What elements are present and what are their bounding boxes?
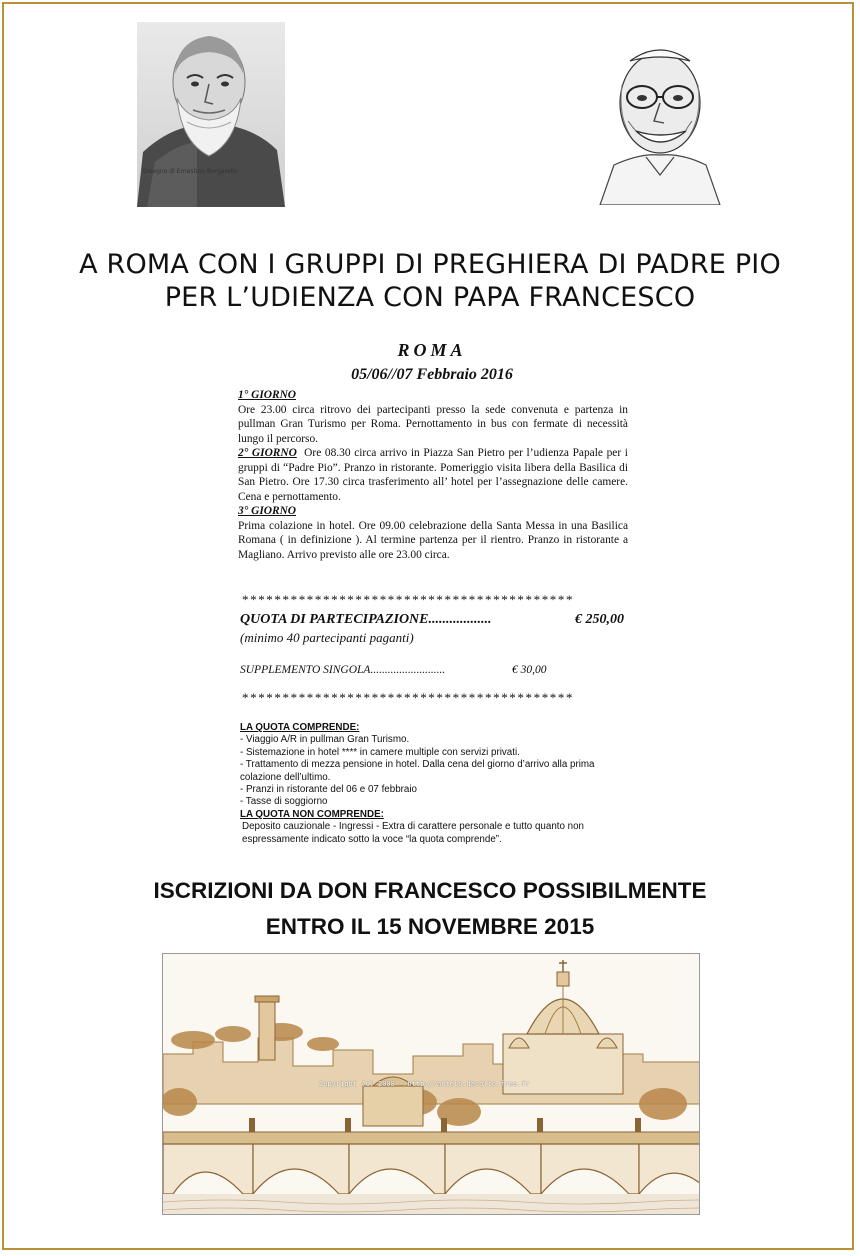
includes-item: - Trattamento di mezza pensione in hotel. Dalla cena del giorno d’arrivo alla prima colazione dell’ultimo.: [240, 759, 595, 783]
day-1-block: [238, 388, 628, 446]
rome-panorama-illustration: [162, 953, 700, 1215]
program-city: ROMA: [397, 340, 467, 360]
includes-item: - Viaggio A/R in pullman Gran Turismo.: [240, 734, 410, 746]
includes-item: - Tasse di soggiorno: [240, 796, 328, 808]
quota-label: QUOTA DI PARTECIPAZIONE..................: [240, 612, 492, 627]
papa-francesco-portrait: [590, 25, 730, 205]
quota-row: [240, 612, 624, 628]
registration-line-1: ISCRIZIONI DA DON FRANCESCO POSSIBILMENTE: [153, 878, 707, 903]
day-2-block: [238, 446, 628, 504]
day-2-title: 2° GIORNO: [238, 447, 297, 459]
includes-item: - Sistemazione in hotel **** in camere multiple con servizi privati.: [240, 746, 520, 758]
includes-block: [240, 722, 632, 846]
supplement-price: € 30,00: [512, 664, 547, 676]
stars-divider-top: *****************************************: [242, 592, 575, 607]
day-3-block: [238, 504, 628, 562]
supplement-label: SUPPLEMENTO SINGOLA..........................: [240, 664, 446, 676]
day-2-text: Ore 08.30 circa arrivo in Piazza San Pietro per l’udienza Papale per i gruppi di “Padre Pio”. Pranzo in ristorante. Pomeriggio visita libera della Basilica di San Pietro. Ore 17.30 circa trasferimento all’ hotel per l’assegnazione delle camere. Cena e pernottamento.: [238, 447, 628, 503]
day-1-title: 1° GIORNO: [238, 389, 297, 401]
portrait-credit: Disegno di Ernestino Borgarello: [143, 168, 238, 175]
quota-price: € 250,00: [575, 612, 624, 627]
includes-item: - Pranzi in ristorante del 06 e 07 febbraio: [240, 784, 417, 796]
day-3-text: Prima colazione in hotel. Ore 09.00 celebrazione della Santa Messa in una Basilica Romana ( in definizione ). Al termine partenza per il rientro. Pranzo in ristorante a Magliano. Arrivo previsto alle ore 23.00 circa.: [238, 519, 628, 561]
program-dates: 05/06//07 Febbraio 2016: [351, 366, 513, 383]
quota-minimum: (minimo 40 partecipanti paganti): [240, 630, 414, 645]
day-3-title: 3° GIORNO: [238, 505, 297, 517]
padre-pio-portrait: [137, 22, 285, 207]
stars-divider-bottom: *****************************************: [242, 690, 575, 705]
excludes-title: LA QUOTA NON COMPRENDE:: [240, 808, 384, 820]
headline-line-1: A ROMA CON I GRUPPI DI PREGHIERA DI PADRE PIO: [79, 249, 781, 280]
excludes-text: Deposito cauzionale - Ingressi - Extra di carattere personale e tutto quanto non espressamente indicato sotto la voce “la quota comprende”.: [242, 821, 585, 845]
supplement-row: [240, 664, 570, 676]
includes-title: LA QUOTA COMPRENDE:: [240, 722, 360, 733]
panorama-credit: Copyright (c) 2008 - http://antelo.dacollo.free.fr: [319, 1080, 530, 1088]
headline-line-2: PER L’UDIENZA CON PAPA FRANCESCO: [164, 282, 696, 313]
registration-line-2: ENTRO IL 15 NOVEMBRE 2015: [265, 914, 595, 939]
day-1-text: Ore 23.00 circa ritrovo dei partecipanti presso la sede convenuta e partenza in pullman Gran Turismo per Roma. Pernottamento in bus con fermate di necessità lungo il percorso.: [238, 403, 628, 445]
